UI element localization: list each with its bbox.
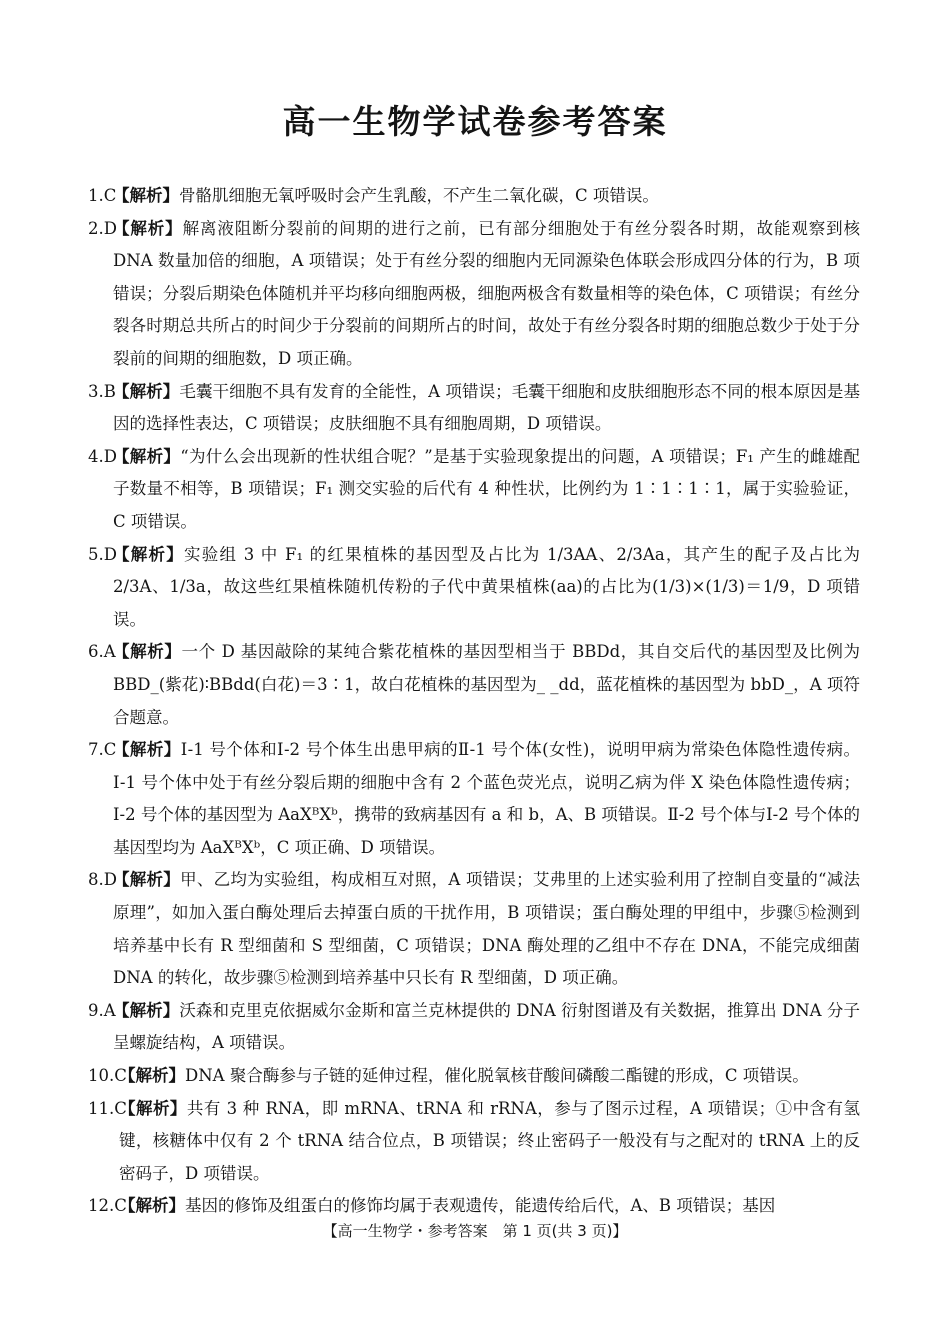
answer-item xyxy=(88,864,860,994)
answer-item xyxy=(88,180,860,213)
analysis-tag: 【解析】 xyxy=(119,1066,185,1086)
answer-text: Ⅰ-1 号个体和Ⅰ-2 号个体生出患甲病的Ⅱ-1 号个体(女性)，说明甲病为常染色体隐性遗传病。Ⅰ-1 号个体中处于有丝分裂后期的细胞中含有 2 个蓝色荧光点，说明乙病为伴 X 染色体隐性遗传病；Ⅰ-2 号个体的基因型为 AaXᴮXᵇ，携带的致病基因有 a 和 b，A、B 项错误。Ⅱ-2 号个体与Ⅰ-2 号个体的基因型均为 AaXᴮXᵇ，C 项正确、D 项错误。 xyxy=(113,740,860,857)
answer-item xyxy=(88,1190,860,1223)
answer-text: 甲、乙均为实验组，构成相互对照，A 项错误；艾弗里的上述实验利用了控制自变量的“减法原理”，如加入蛋白酶处理后去掉蛋白质的干扰作用，B 项错误；蛋白酶处理的甲组中，步骤⑤检测到培养基中长有 R 型细菌和 S 型细菌，C 项错误；DNA 酶处理的乙组中不存在 DNA，不能完成细菌 DNA 的转化，故步骤⑤检测到培养基中只长有 R 型细菌，D 项正确。 xyxy=(113,870,860,988)
answer-text: 毛囊干细胞不具有发育的全能性，A 项错误；毛囊干细胞和皮肤细胞形态不同的根本原因是基因的选择性表达，C 项错误；皮肤细胞不具有细胞周期，D 项错误。 xyxy=(113,381,861,434)
answer-number: 9.A xyxy=(88,1000,116,1020)
analysis-tag: 【解析】 xyxy=(113,740,181,760)
answer-number: 12.C xyxy=(88,1196,127,1216)
answer-number: 4.D xyxy=(88,446,117,466)
answer-number: 8.D xyxy=(88,870,117,890)
answer-number: 7.C xyxy=(88,740,117,760)
page-footer: 【高一生物学・参考答案 第 1 页(共 3 页)】 xyxy=(322,1222,628,1240)
answer-item xyxy=(88,995,860,1060)
analysis-tag: 【解析】 xyxy=(113,1000,180,1020)
answer-item xyxy=(88,213,860,376)
answer-item xyxy=(88,441,860,539)
analysis-tag: 【解析】 xyxy=(119,1196,185,1216)
answer-number: 1.C xyxy=(88,186,117,205)
answer-number: 3.B xyxy=(88,381,116,401)
answer-number: 5.D xyxy=(88,544,117,564)
analysis-tag: 【解析】 xyxy=(113,446,181,466)
answer-number: 2.D xyxy=(88,218,117,238)
answer-item xyxy=(88,1060,860,1093)
answer-item xyxy=(88,734,860,864)
analysis-tag: 【解析】 xyxy=(113,544,185,564)
analysis-tag: 【解析】 xyxy=(113,186,179,205)
answer-text: “为什么会出现新的性状组合呢？”是基于实验现象提出的问题，A 项错误；F₁ 产生的雌雄配子数量不相等，B 项错误；F₁ 测交实验的后代有 4 种性状，比例约为 1∶1∶1∶1，属于实验验证，C 项错误。 xyxy=(113,446,861,531)
answer-number: 10.C xyxy=(88,1066,127,1086)
analysis-tag: 【解析】 xyxy=(113,381,180,401)
answer-text: 共有 3 种 RNA，即 mRNA、tRNA 和 rRNA，参与了图示过程，A 项错误；①中含有氢键，核糖体中仅有 2 个 tRNA 结合位点，B 项错误；终止密码子一般没有与之配对的 tRNA 上的反密码子，D 项错误。 xyxy=(119,1098,860,1183)
analysis-tag: 【解析】 xyxy=(119,1098,187,1118)
answer-text: 沃森和克里克依据威尔金斯和富兰克林提供的 DNA 衍射图谱及有关数据，推算出 DNA 分子呈螺旋结构，A 项错误。 xyxy=(113,1000,860,1053)
answer-text: 一个 D 基因敲除的某纯合紫花植株的基因型相当于 BBDd，其自交后代的基因型及比例为 BBD_(紫花)∶BBdd(白花)＝3∶1，故白花植株的基因型为_ _dd，蓝花植株的基因型为 bbD_，A 项符合题意。 xyxy=(113,642,860,727)
answer-item xyxy=(88,1093,860,1191)
answer-text: 解离液阻断分裂前的间期的进行之前，已有部分细胞处于有丝分裂各时期，故能观察到核 DNA 数量加倍的细胞，A 项错误；处于有丝分裂的细胞内无同源染色体联会形成四分体的行为，B 项错误；分裂后期染色体随机并平均移向细胞两极，细胞两极含有数量相等的染色体，C 项错误；有丝分裂各时期总共所占的时间少于分裂前的间期所占的时间，故处于有丝分裂各时期的细胞总数少于处于分裂前的间期的细胞数，D 项正确。 xyxy=(113,218,861,368)
answer-text: 实验组 3 中 F₁ 的红果植株的基因型及占比为 1/3AA、2/3Aa，其产生的配子及占比为 2/3A、1/3a，故这些红果植株随机传粉的子代中黄果植株(aa)的占比为(1/3)×(1/3)＝1/9，D 项错误。 xyxy=(113,544,860,629)
analysis-tag: 【解析】 xyxy=(113,218,183,238)
answer-list xyxy=(88,180,860,1223)
answer-number: 6.A xyxy=(88,642,116,662)
answer-item xyxy=(88,539,860,637)
answer-text: DNA 聚合酶参与子链的延伸过程，催化脱氧核苷酸间磷酸二酯键的形成，C 项错误。 xyxy=(185,1066,809,1086)
analysis-tag: 【解析】 xyxy=(113,870,181,890)
answer-item xyxy=(88,376,860,441)
answer-item xyxy=(88,636,860,734)
answer-number: 11.C xyxy=(88,1098,127,1118)
answer-text: 骨骼肌细胞无氧呼吸时会产生乳酸，不产生二氧化碳，C 项错误。 xyxy=(179,186,659,205)
analysis-tag: 【解析】 xyxy=(113,642,182,662)
page-title: 高一生物学试卷参考答案 xyxy=(282,102,668,141)
answer-text: 基因的修饰及组蛋白的修饰均属于表观遗传，能遗传给后代，A、B 项错误；基因 xyxy=(185,1196,776,1216)
